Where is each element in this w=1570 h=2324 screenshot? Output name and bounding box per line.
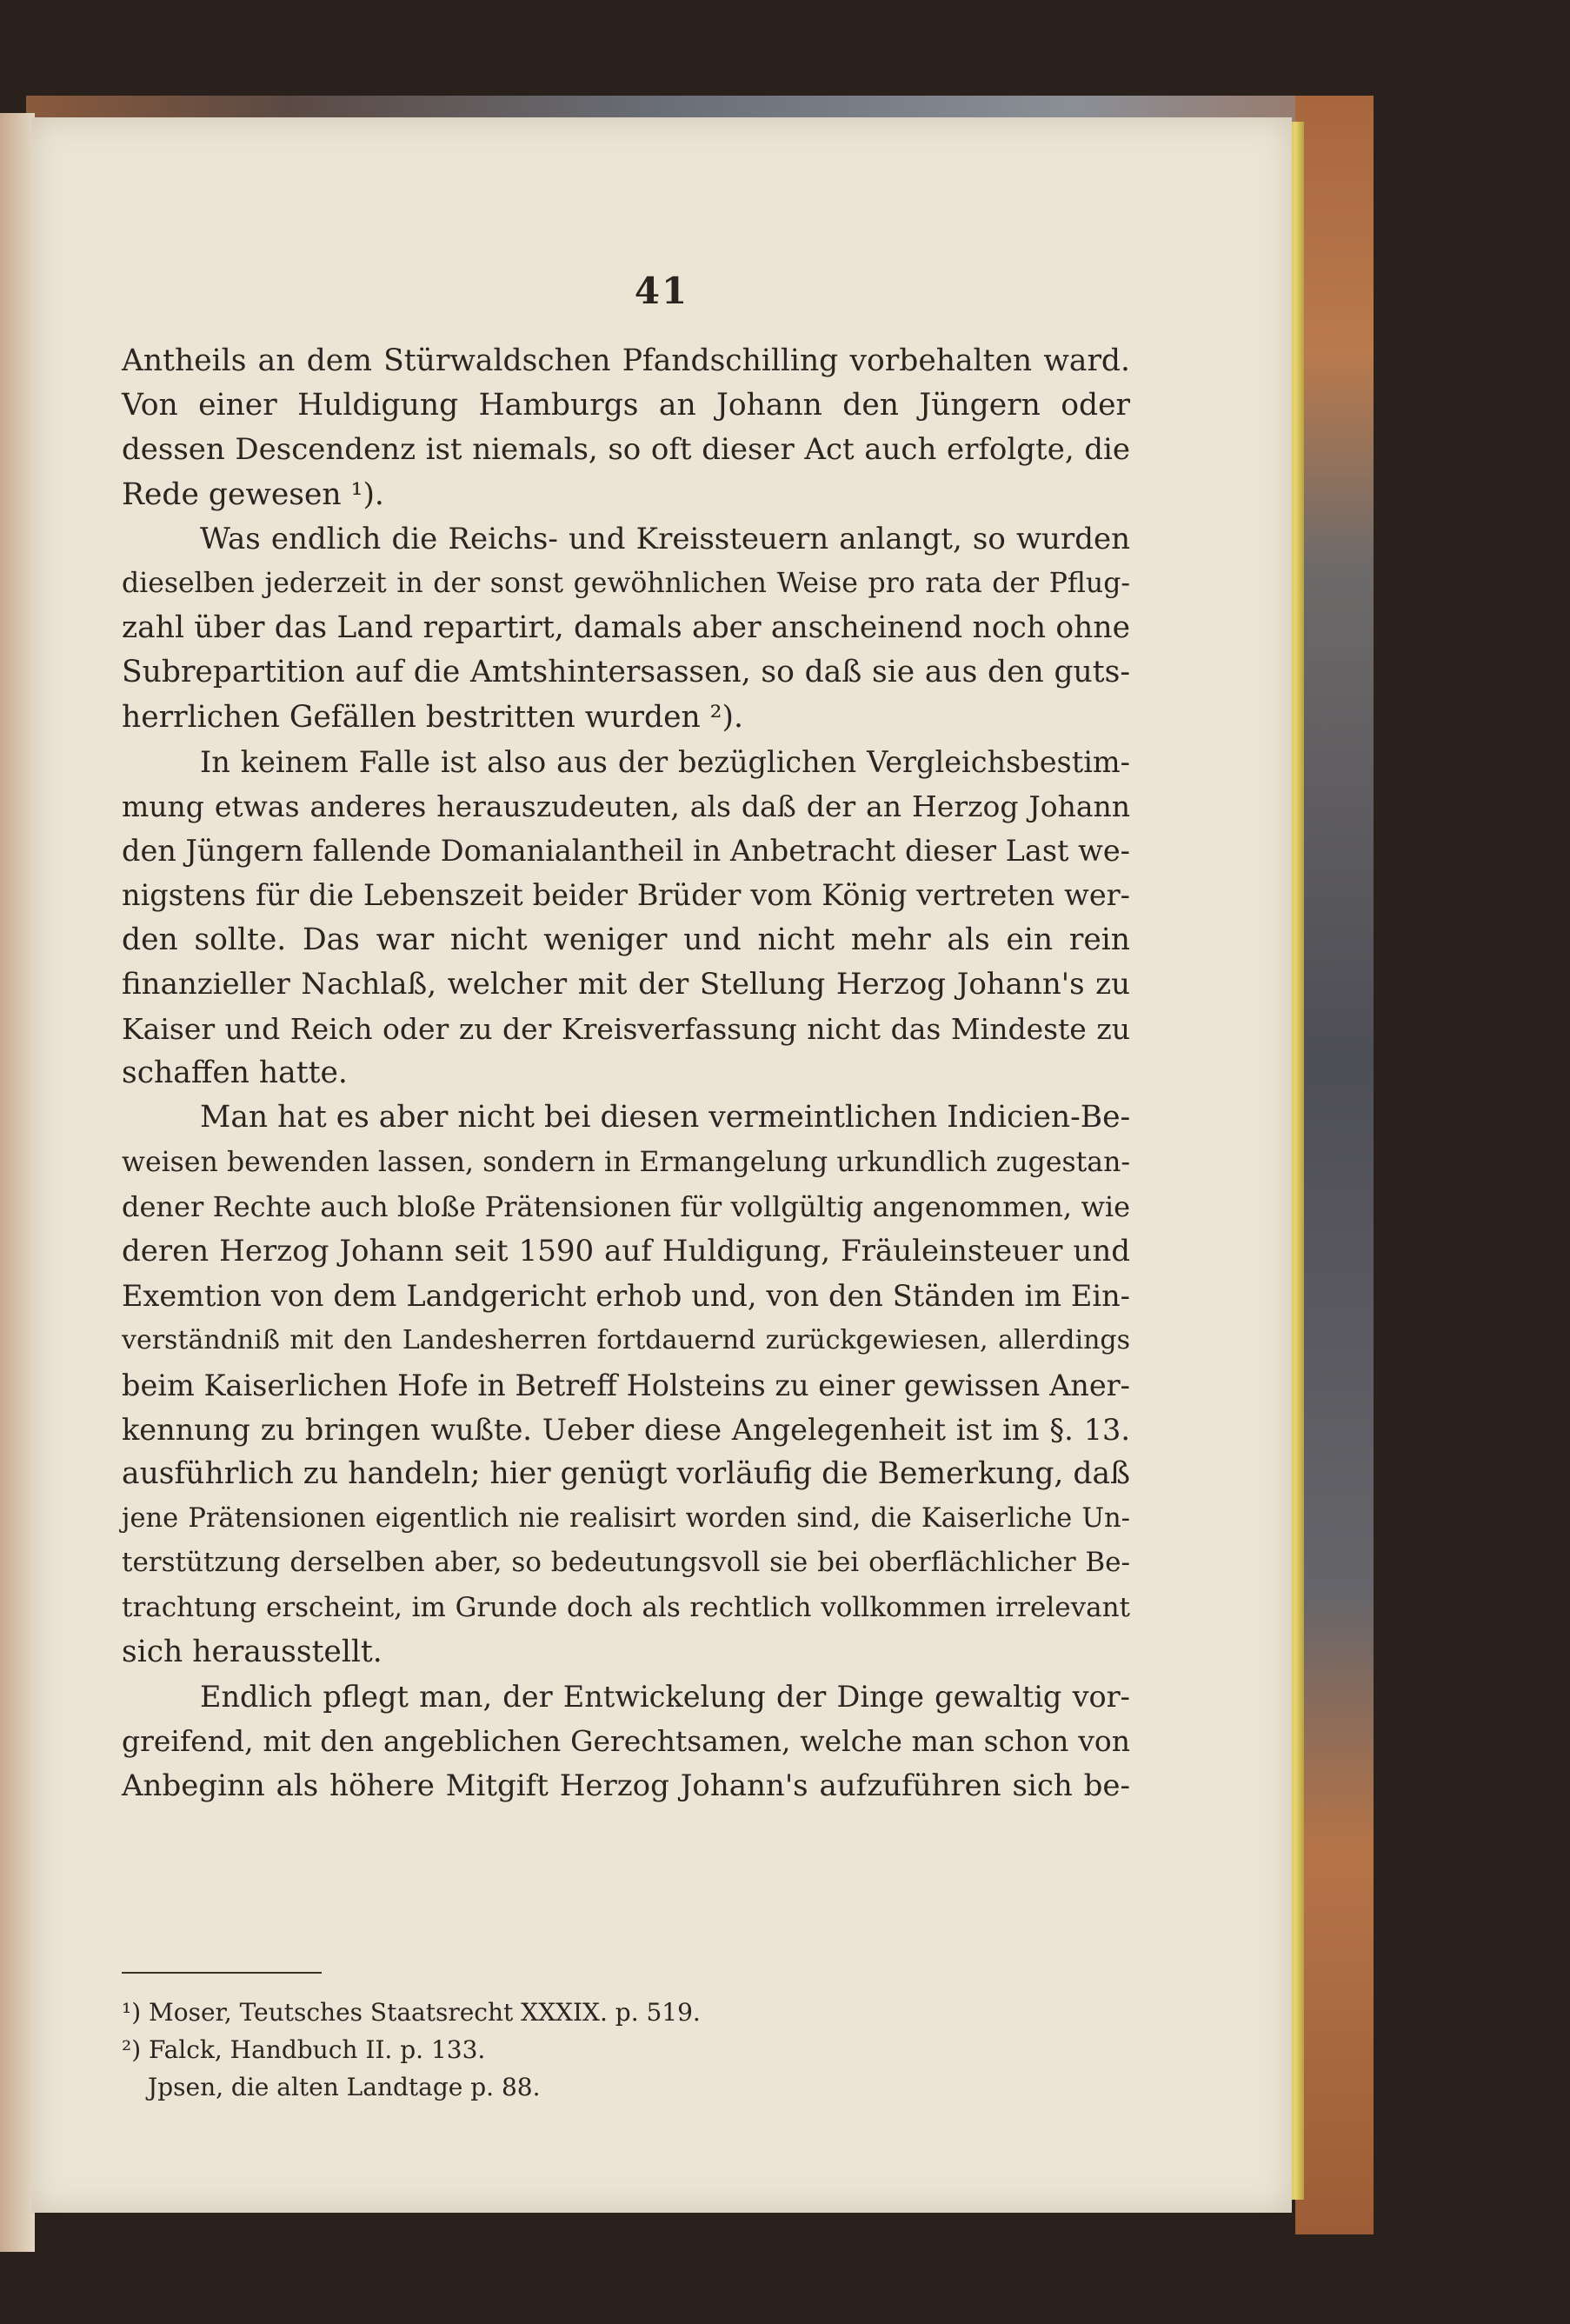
text-line: weisen bewenden lassen, sondern in Ermangelung urkundlich zugestan- [122,1146,1130,1178]
text-line: nigstens für die Lebenszeit beider Brüder vom König vertreten wer- [122,878,1130,913]
text-line: Anbeginn als höhere Mitgift Herzog Johann's aufzuführen sich be- [122,1768,1130,1803]
body-text [122,339,1130,1808]
text-line: beim Kaiserlichen Hofe in Betreff Holsteins zu einer gewissen Aner- [122,1368,1130,1402]
left-page-edge [0,113,35,2252]
text-line: Exemtion von dem Landgericht erhob und, von den Ständen im Ein- [122,1279,1130,1314]
text-line: ausführlich zu handeln; hier genügt vorläufig die Bemerkung, daß [122,1456,1131,1492]
text-line: dener Rechte auch bloße Prätensionen für vollgültig angenommen, wie [122,1189,1130,1223]
text-line: dessen Descendenz ist niemals, so oft dieser Act auch erfolgte, die [122,432,1130,468]
text-line: Man hat es aber nicht bei diesen vermeintlichen Indicien-Be- [200,1100,1131,1135]
text-line: finanzieller Nachlaß, welcher mit der Stellung Herzog Johann's zu [122,966,1130,1002]
text-line: schaffen hatte. [122,1055,348,1091]
text-line: Endlich pflegt man, der Entwickelung der Dinge gewaltig vor- [200,1680,1130,1715]
footnote: ²) Falck, Handbuch II. p. 133. [122,2035,486,2064]
text-line: Was endlich die Reichs- und Kreissteuern anlangt, so wurden [200,521,1130,556]
text-line: Kaiser und Reich oder zu der Kreisverfassung nicht das Mindeste zu [122,1012,1130,1047]
page-number: 41 [634,270,689,312]
footnote: ¹) Moser, Teutsches Staatsrecht XXXIX. p. 519. [122,1998,701,2027]
book-cover-right [1295,96,1374,2234]
text-line: herrlichen Gefällen bestritten wurden ²). [122,699,743,735]
text-line: verständniß mit den Landesherren fortdauernd zurückgewiesen, allerdings [122,1325,1130,1356]
text-line: mung etwas anderes herauszudeuten, als daß der an Herzog Johann [122,789,1130,824]
text-line: kennung zu bringen wußte. Ueber diese Angelegenheit ist im §. 13. [122,1412,1130,1447]
text-line: dieselben jederzeit in der sonst gewöhnlichen Weise pro rata der Pflug- [122,568,1130,600]
text-line: den sollte. Das war nicht weniger und nicht mehr als ein rein [122,922,1130,957]
text-line: Antheils an dem Stürwaldschen Pfandschilling vorbehalten ward. [122,343,1130,378]
text-line: deren Herzog Johann seit 1590 auf Huldigung, Fräuleinsteuer und [122,1234,1130,1269]
book-page [31,117,1292,2213]
text-line: jene Prätensionen eigentlich nie realisirt worden sind, die Kaiserliche Un- [122,1503,1130,1535]
text-line: greifend, mit den angeblichen Gerechtsamen, welche man schon von [122,1724,1130,1759]
text-line: Subrepartition auf die Amtshintersassen, so daß sie aus den guts- [122,655,1130,690]
text-line: terstützung derselben aber, so bedeutungsvoll sie bei oberflächlicher Be- [122,1547,1130,1579]
text-line: trachtung erscheint, im Grunde doch als rechtlich vollkommen irrelevant [122,1591,1130,1623]
text-line: Rede gewesen ¹). [122,476,384,512]
footnote: Jpsen, die alten Landtage p. 88. [148,2073,541,2101]
text-line: In keinem Falle ist also aus der bezüglichen Vergleichsbestim- [200,744,1130,779]
text-line: sich herausstellt. [122,1634,383,1669]
text-line: zahl über das Land repartirt, damals aber anscheinend noch ohne [122,610,1130,646]
footnote-rule [122,1972,322,1974]
text-line: Von einer Huldigung Hamburgs an Johann den Jüngern oder [122,388,1130,423]
footnotes [122,1994,1130,2106]
text-line: den Jüngern fallende Domanialantheil in Anbetracht dieser Last we- [122,834,1130,869]
